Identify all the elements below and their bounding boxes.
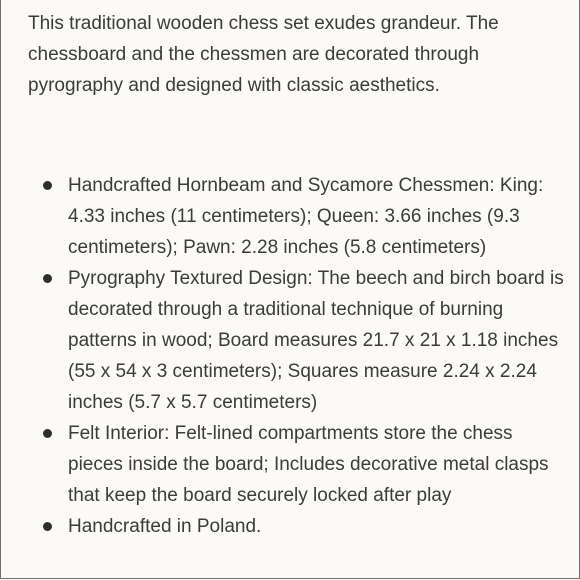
- bullet-icon: [43, 274, 52, 283]
- bullet-icon: [43, 181, 52, 190]
- bullet-icon: [43, 429, 52, 438]
- list-item: [40, 418, 570, 511]
- bullet-icon: [43, 522, 52, 531]
- feature-text: Handcrafted Hornbeam and Sycamore Chessmen: King: 4.33 inches (11 centimeters); Queen: 3.66 inches (9.3 centimeters); Pawn: 2.28 inches (5.8 centimeters): [68, 175, 544, 258]
- list-item: [40, 511, 570, 542]
- feature-text: Pyrography Textured Design: The beech and birch board is decorated through a traditional technique of burning patterns in wood; Board measures 21.7 x 21 x 1.18 inches (55 x 54 x 3 centimeters); Squares measure 2.24 x 2.24 inches (5.7 x 5.7 centimeters): [68, 268, 564, 413]
- list-item: [40, 263, 570, 418]
- feature-text: Handcrafted in Poland.: [68, 516, 262, 537]
- list-item: [40, 170, 570, 263]
- feature-list: [40, 170, 570, 542]
- intro-paragraph: This traditional wooden chess set exudes grandeur. The chessboard and the chessmen are decorated through pyrography and designed with classic aesthetics.: [28, 13, 499, 96]
- feature-text: Felt Interior: Felt-lined compartments store the chess pieces inside the board; Includes decorative metal clasps that keep the board securely locked after play: [68, 423, 549, 506]
